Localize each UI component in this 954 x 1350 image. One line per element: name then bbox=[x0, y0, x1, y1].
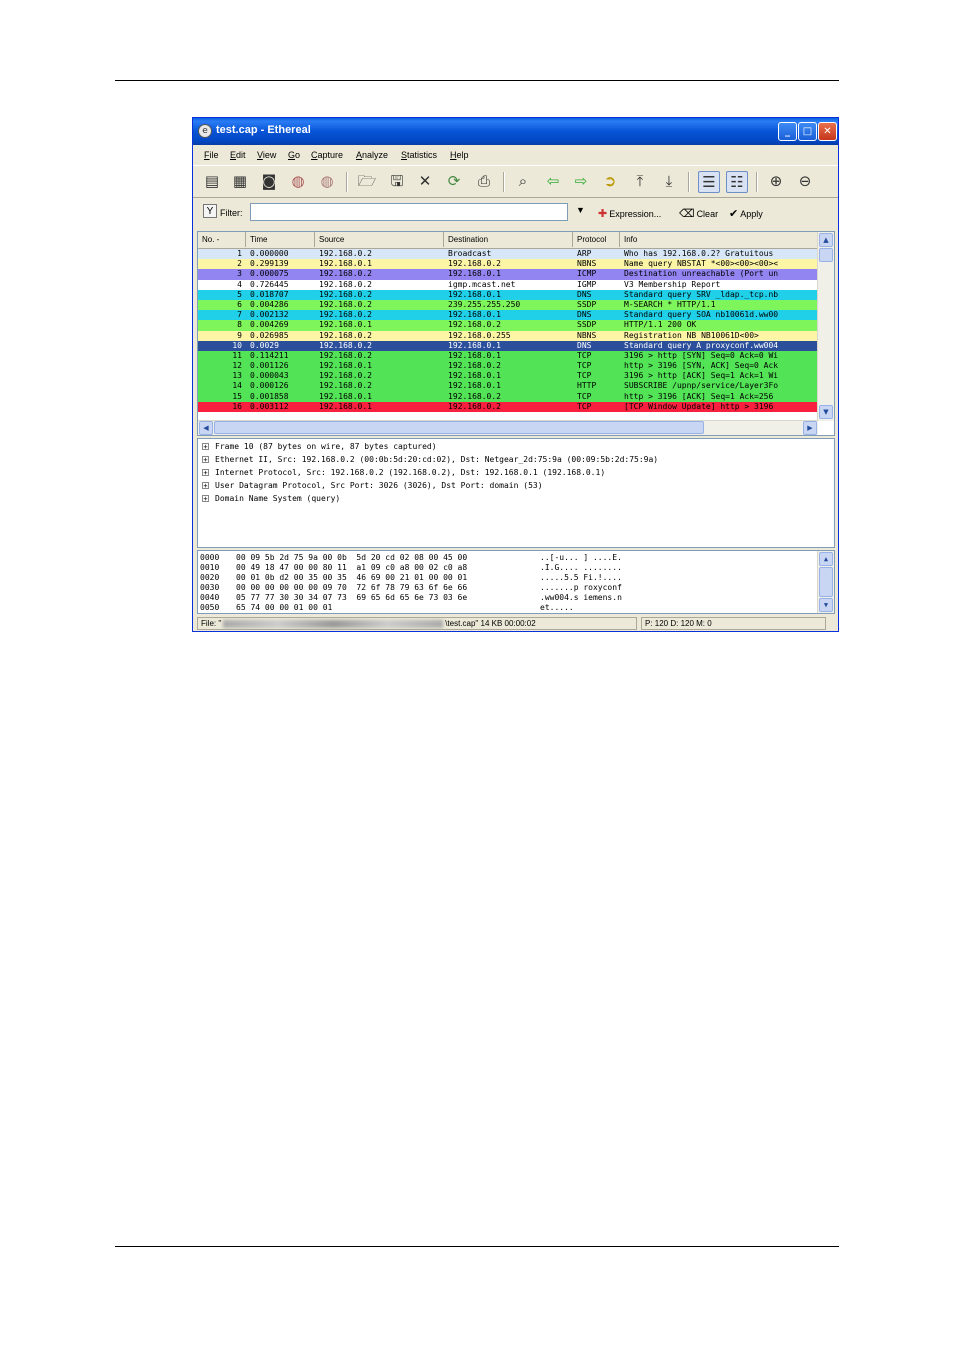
packet-cell-src: 192.168.0.2 bbox=[319, 310, 372, 320]
packet-cell-time: 0.001858 bbox=[250, 391, 289, 401]
packet-cell-no: 14 bbox=[232, 381, 242, 391]
packet-cell-dst: 192.168.0.1 bbox=[448, 269, 501, 279]
detail-row-frame[interactable] bbox=[202, 442, 437, 451]
expression-button[interactable] bbox=[598, 207, 661, 220]
packet-cell-info: Destination unreachable (Port un bbox=[624, 269, 779, 279]
apply-button[interactable] bbox=[729, 207, 763, 220]
apply-label: Apply bbox=[740, 209, 763, 219]
detail-text: Frame 10 (87 bytes on wire, 87 bytes captured) bbox=[215, 442, 437, 451]
broom-icon: ⌫ bbox=[679, 207, 695, 220]
packet-cell-proto: DNS bbox=[577, 340, 592, 350]
packet-cell-dst: 192.168.0.2 bbox=[448, 361, 501, 371]
packet-list-vscrollbar[interactable] bbox=[817, 232, 834, 421]
window-title: test.cap - Ethereal bbox=[216, 124, 311, 136]
detail-row-ip[interactable] bbox=[202, 468, 605, 477]
packet-cell-info: Name query NBSTAT *<00><00><00>< bbox=[624, 259, 779, 269]
packet-cell-time: 0.002132 bbox=[250, 310, 289, 320]
packet-cell-info: M-SEARCH * HTTP/1.1 bbox=[624, 299, 716, 309]
packet-row[interactable] bbox=[198, 341, 818, 351]
last-packet-icon[interactable]: ⤓ bbox=[665, 172, 673, 190]
packet-cell-time: 0.018707 bbox=[250, 289, 289, 299]
capture-start-icon[interactable]: ◙ bbox=[261, 172, 277, 190]
hex-bytes: 05 77 77 30 30 34 07 73 69 65 6d 65 6e 73 03 6e bbox=[236, 593, 468, 602]
hex-ascii: .I.G.... ........ bbox=[540, 563, 622, 572]
packet-cell-dst: 192.168.0.2 bbox=[448, 401, 501, 411]
scroll-up-icon[interactable]: ▲ bbox=[819, 552, 833, 566]
packet-row[interactable] bbox=[198, 310, 818, 320]
packet-cell-dst: 192.168.0.1 bbox=[448, 310, 501, 320]
column-header-destination[interactable]: Destination bbox=[444, 232, 573, 247]
detail-text: Internet Protocol, Src: 192.168.0.2 (192.168.0.2), Dst: 192.168.0.1 (192.168.0.1) bbox=[215, 468, 606, 477]
toolbar-separator bbox=[688, 172, 690, 192]
hex-ascii: .......p roxyconf bbox=[540, 583, 622, 592]
packet-cell-no: 10 bbox=[232, 340, 242, 350]
packet-row[interactable] bbox=[198, 280, 818, 290]
packet-cell-info: http > 3196 [ACK] Seq=1 Ack=256 bbox=[624, 391, 774, 401]
packet-cell-time: 0.001126 bbox=[250, 361, 289, 371]
packet-cell-no: 4 bbox=[237, 279, 242, 289]
title-bar[interactable] bbox=[193, 118, 838, 145]
packet-cell-proto: DNS bbox=[577, 310, 592, 320]
packet-cell-dst: Broadcast bbox=[448, 249, 492, 258]
capture-restart-icon[interactable]: ◍ bbox=[320, 172, 334, 190]
filter-label: Filter: bbox=[220, 208, 243, 218]
packet-row[interactable] bbox=[198, 361, 818, 371]
packet-cell-proto: SSDP bbox=[577, 299, 597, 309]
packet-cell-time: 0.000000 bbox=[250, 249, 289, 258]
packet-cell-time: 0.004269 bbox=[250, 320, 289, 330]
filter-icon[interactable]: Y bbox=[203, 204, 217, 218]
packet-row[interactable] bbox=[198, 300, 818, 310]
hex-off: 0050 bbox=[200, 603, 220, 612]
packet-list-pane bbox=[197, 231, 835, 436]
checkmark-icon: ✔ bbox=[729, 207, 739, 220]
close-window-button[interactable]: ✕ bbox=[818, 122, 837, 141]
packet-list-hscrollbar[interactable] bbox=[198, 420, 818, 435]
hex-bytes: 00 01 0b d2 00 35 00 35 46 69 00 21 01 00 00 01 bbox=[236, 573, 468, 582]
open-icon[interactable]: 🗁 bbox=[357, 172, 377, 190]
menu-help[interactable]: Help bbox=[450, 150, 469, 160]
packet-cell-src: 192.168.0.2 bbox=[319, 269, 372, 279]
clear-button[interactable] bbox=[679, 207, 718, 220]
hex-ascii: et..... bbox=[540, 603, 574, 612]
expand-icon[interactable]: + bbox=[203, 443, 208, 451]
scroll-down-icon[interactable]: ▼ bbox=[819, 405, 833, 419]
packet-cell-src: 192.168.0.2 bbox=[319, 340, 372, 350]
detail-row-ethernet[interactable] bbox=[202, 455, 658, 464]
packet-cell-dst: 192.168.0.255 bbox=[448, 330, 511, 340]
packet-cell-src: 192.168.0.2 bbox=[319, 299, 372, 309]
scroll-thumb[interactable] bbox=[819, 567, 833, 597]
status-packet-counts: P: 120 D: 120 M: 0 bbox=[641, 617, 826, 630]
hex-ascii: .ww004.s iemens.n bbox=[540, 593, 622, 602]
packet-cell-dst: 239.255.255.250 bbox=[448, 299, 521, 309]
packet-cell-dst: 192.168.0.1 bbox=[448, 289, 501, 299]
toolbar-separator bbox=[346, 172, 348, 192]
packet-cell-proto: TCP bbox=[577, 350, 592, 360]
packet-row[interactable] bbox=[198, 320, 818, 330]
packet-cell-src: 192.168.0.2 bbox=[319, 350, 372, 360]
hex-bytes: 00 49 18 47 00 00 80 11 a1 09 c0 a8 00 02 c0 a8 bbox=[236, 563, 468, 572]
goto-icon[interactable]: ➲ bbox=[603, 172, 617, 190]
page-top-rule bbox=[115, 80, 839, 81]
packet-cell-info: HTTP/1.1 200 OK bbox=[624, 320, 697, 330]
packet-cell-info: Standard query SOA nb10061d.ww00 bbox=[624, 310, 779, 320]
scroll-right-icon[interactable]: ▶ bbox=[803, 421, 817, 435]
menu-analyze[interactable]: Analyze bbox=[356, 150, 389, 160]
find-icon[interactable]: ⌕ bbox=[518, 172, 528, 190]
packet-cell-info: Who has 192.168.0.2? Gratuitous bbox=[624, 249, 774, 258]
packet-cell-src: 192.168.0.1 bbox=[319, 259, 372, 269]
detail-row-udp[interactable] bbox=[202, 481, 543, 490]
scroll-thumb[interactable] bbox=[819, 248, 833, 262]
packet-cell-src: 192.168.0.1 bbox=[319, 361, 372, 371]
packet-cell-no: 2 bbox=[237, 259, 242, 269]
column-header-protocol[interactable]: Protocol bbox=[573, 232, 620, 247]
packet-cell-no: 11 bbox=[232, 350, 242, 360]
scroll-up-icon[interactable]: ▲ bbox=[819, 233, 833, 247]
forward-icon[interactable]: ⇨ bbox=[574, 172, 588, 190]
packet-cell-proto: TCP bbox=[577, 371, 592, 381]
status-file-prefix: File: " bbox=[201, 619, 222, 628]
packet-cell-proto: IGMP bbox=[577, 279, 597, 289]
packet-row[interactable] bbox=[198, 371, 818, 381]
packet-cell-src: 192.168.0.2 bbox=[319, 381, 372, 391]
interfaces-icon[interactable]: ▤ bbox=[204, 172, 220, 190]
zoom-out-icon[interactable]: ⊖ bbox=[798, 172, 812, 190]
packet-cell-no: 15 bbox=[232, 391, 242, 401]
packet-row[interactable] bbox=[198, 259, 818, 269]
hex-off: 0000 bbox=[200, 553, 220, 562]
packet-cell-src: 192.168.0.2 bbox=[319, 371, 372, 381]
packet-cell-src: 192.168.0.2 bbox=[319, 249, 372, 258]
packet-cell-dst: 192.168.0.2 bbox=[448, 391, 501, 401]
packet-cell-dst: 192.168.0.2 bbox=[448, 259, 501, 269]
column-header-source[interactable]: Source bbox=[315, 232, 444, 247]
packet-cell-time: 0.004286 bbox=[250, 299, 289, 309]
plus-icon: ✚ bbox=[598, 207, 608, 220]
packet-cell-time: 0.299139 bbox=[250, 259, 289, 269]
detail-text: User Datagram Protocol, Src Port: 3026 (3026), Dst Port: domain (53) bbox=[215, 481, 543, 490]
packet-row[interactable] bbox=[198, 269, 818, 279]
packet-row[interactable] bbox=[198, 402, 818, 412]
colorize-icon[interactable]: ☰ bbox=[698, 171, 720, 193]
packet-cell-src: 192.168.0.2 bbox=[319, 279, 372, 289]
packet-row[interactable] bbox=[198, 381, 818, 391]
detail-row-dns[interactable] bbox=[202, 494, 340, 503]
capture-stop-icon[interactable]: ◍ bbox=[291, 172, 305, 190]
packet-cell-src: 192.168.0.1 bbox=[319, 391, 372, 401]
packet-cell-proto: SSDP bbox=[577, 320, 597, 330]
filter-toolbar bbox=[193, 199, 838, 227]
menu-go[interactable]: Go bbox=[288, 150, 301, 160]
packet-cell-no: 3 bbox=[237, 269, 242, 279]
packet-cell-dst: 192.168.0.1 bbox=[448, 350, 501, 360]
packet-cell-no: 5 bbox=[237, 289, 242, 299]
scroll-down-icon[interactable]: ▼ bbox=[819, 598, 833, 612]
packet-cell-proto: NBNS bbox=[577, 330, 597, 340]
packet-cell-src: 192.168.0.2 bbox=[319, 289, 372, 299]
packet-cell-src: 192.168.0.2 bbox=[319, 330, 372, 340]
hex-vscrollbar[interactable] bbox=[817, 551, 834, 613]
hscroll-thumb[interactable] bbox=[214, 421, 704, 434]
hex-ascii: ..[-u... ] ....E. bbox=[540, 553, 622, 562]
packet-cell-info: Registration NB NB10061D<00> bbox=[624, 330, 759, 340]
redacted-path bbox=[223, 620, 443, 628]
packet-cell-info: 3196 > http [ACK] Seq=1 Ack=1 Wi bbox=[624, 371, 779, 381]
packet-cell-proto: TCP bbox=[577, 361, 592, 371]
packet-list-header bbox=[198, 232, 818, 249]
packet-row[interactable] bbox=[198, 249, 818, 259]
packet-row[interactable] bbox=[198, 392, 818, 402]
minimize-button[interactable]: _ bbox=[778, 122, 797, 141]
clear-label: Clear bbox=[696, 209, 719, 219]
status-file bbox=[197, 617, 637, 630]
packet-cell-no: 9 bbox=[237, 330, 242, 340]
packet-cell-info: 3196 > http [SYN] Seq=0 Ack=0 Wi bbox=[624, 350, 779, 360]
toolbar-separator bbox=[756, 172, 758, 192]
packet-cell-proto: TCP bbox=[577, 401, 592, 411]
print-icon[interactable]: ⎙ bbox=[477, 172, 490, 190]
column-header-time[interactable]: Time bbox=[246, 232, 315, 247]
packet-cell-proto: NBNS bbox=[577, 259, 597, 269]
packet-cell-info: [TCP Window Update] http > 3196 bbox=[624, 401, 774, 411]
packet-cell-no: 1 bbox=[237, 249, 242, 258]
ethereal-app-icon: e bbox=[198, 124, 212, 138]
capture-options-icon[interactable]: ▦ bbox=[232, 172, 248, 190]
menu-capture[interactable]: Capture bbox=[311, 150, 344, 160]
packet-cell-time: 0.114211 bbox=[250, 350, 289, 360]
packet-cell-dst: 192.168.0.1 bbox=[448, 381, 501, 391]
packet-row[interactable] bbox=[198, 351, 818, 361]
packet-cell-no: 13 bbox=[232, 371, 242, 381]
column-header-info[interactable]: Info bbox=[624, 235, 638, 244]
packet-bytes-pane bbox=[197, 550, 835, 614]
packet-cell-proto: ICMP bbox=[577, 269, 597, 279]
packet-cell-src: 192.168.0.1 bbox=[319, 320, 372, 330]
back-icon[interactable]: ⇦ bbox=[546, 172, 560, 190]
expand-icon[interactable]: + bbox=[203, 456, 208, 464]
packet-cell-src: 192.168.0.1 bbox=[319, 401, 372, 411]
first-packet-icon[interactable]: ⤒ bbox=[636, 172, 644, 190]
packet-cell-proto: DNS bbox=[577, 289, 592, 299]
packet-cell-dst: 192.168.0.1 bbox=[448, 371, 501, 381]
reload-icon[interactable]: ⟳ bbox=[447, 172, 461, 190]
packet-cell-time: 0.0029 bbox=[250, 340, 279, 350]
expand-icon[interactable]: + bbox=[203, 495, 208, 503]
packet-cell-no: 12 bbox=[232, 361, 242, 371]
menu-file[interactable]: File bbox=[204, 150, 219, 160]
toolbar-separator bbox=[503, 172, 505, 192]
packet-cell-dst: 192.168.0.2 bbox=[448, 320, 501, 330]
packet-cell-info: Standard query SRV _ldap._tcp.nb bbox=[624, 289, 779, 299]
packet-row[interactable] bbox=[198, 331, 818, 341]
packet-cell-time: 0.000075 bbox=[250, 269, 289, 279]
packet-cell-no: 6 bbox=[237, 299, 242, 309]
hex-off: 0020 bbox=[200, 573, 220, 582]
page-bottom-rule bbox=[115, 1246, 839, 1247]
packet-cell-time: 0.726445 bbox=[250, 279, 289, 289]
menu-statistics[interactable]: Statistics bbox=[401, 150, 438, 160]
hex-bytes: 00 09 5b 2d 75 9a 00 0b 5d 20 cd 02 08 00 45 00 bbox=[236, 553, 468, 562]
packet-cell-dst: igmp.mcast.net bbox=[448, 279, 516, 289]
packet-cell-no: 8 bbox=[237, 320, 242, 330]
packet-cell-no: 16 bbox=[232, 401, 242, 411]
filter-dropdown-icon[interactable]: ▼ bbox=[576, 205, 585, 215]
hex-ascii: .....5.5 Fi.!.... bbox=[540, 573, 622, 582]
expand-icon[interactable]: + bbox=[203, 482, 208, 490]
maximize-button[interactable]: □ bbox=[798, 122, 817, 141]
status-file-suffix: \test.cap" 14 KB 00:00:02 bbox=[445, 619, 536, 628]
menu-edit[interactable]: Edit bbox=[230, 150, 246, 160]
detail-text: Domain Name System (query) bbox=[215, 494, 341, 503]
packet-cell-no: 7 bbox=[237, 310, 242, 320]
packet-cell-proto: TCP bbox=[577, 391, 592, 401]
hex-off: 0040 bbox=[200, 593, 220, 602]
packet-cell-proto: HTTP bbox=[577, 381, 597, 391]
packet-cell-time: 0.000043 bbox=[250, 371, 289, 381]
menu-view[interactable]: View bbox=[257, 150, 277, 160]
close-icon[interactable]: ✕ bbox=[418, 172, 432, 190]
expand-icon[interactable]: + bbox=[203, 469, 208, 477]
packet-cell-time: 0.000126 bbox=[250, 381, 289, 391]
expression-label: Expression... bbox=[609, 209, 662, 219]
column-header-no[interactable]: No. - bbox=[198, 232, 246, 247]
packet-cell-proto: ARP bbox=[577, 249, 592, 258]
packet-cell-time: 0.003112 bbox=[250, 401, 289, 411]
packet-details-pane bbox=[197, 438, 835, 548]
main-toolbar bbox=[193, 165, 838, 198]
hex-off: 0030 bbox=[200, 583, 220, 592]
ethereal-window bbox=[192, 117, 839, 632]
detail-text: Ethernet II, Src: 192.168.0.2 (00:0b:5d:20:cd:02), Dst: Netgear_2d:75:9a (00:09:5b:2d:75:9a) bbox=[215, 455, 659, 464]
packet-list-rows bbox=[198, 249, 818, 412]
packet-cell-dst: 192.168.0.1 bbox=[448, 340, 501, 350]
menu-bar bbox=[193, 145, 838, 165]
zoom-in-icon[interactable]: ⊕ bbox=[769, 172, 783, 190]
hex-bytes: 65 74 00 00 01 00 01 bbox=[236, 603, 333, 612]
packet-cell-info: SUBSCRIBE /upnp/service/Layer3Fo bbox=[624, 381, 779, 391]
packet-cell-time: 0.026985 bbox=[250, 330, 289, 340]
hex-bytes: 00 00 00 00 00 00 09 70 72 6f 78 79 63 6f 6e 66 bbox=[236, 583, 468, 592]
filter-input[interactable] bbox=[250, 203, 568, 221]
hex-off: 0010 bbox=[200, 563, 220, 572]
autoscroll-icon[interactable]: ☷ bbox=[726, 171, 748, 193]
packet-cell-info: V3 Membership Report bbox=[624, 279, 721, 289]
save-icon[interactable]: 🖫 bbox=[390, 172, 404, 190]
scroll-left-icon[interactable]: ◀ bbox=[199, 421, 213, 435]
status-bar bbox=[193, 615, 838, 631]
packet-row[interactable] bbox=[198, 290, 818, 300]
packet-cell-info: Standard query A proxyconf.ww004 bbox=[624, 340, 779, 350]
packet-cell-info: http > 3196 [SYN, ACK] Seq=0 Ack bbox=[624, 361, 779, 371]
